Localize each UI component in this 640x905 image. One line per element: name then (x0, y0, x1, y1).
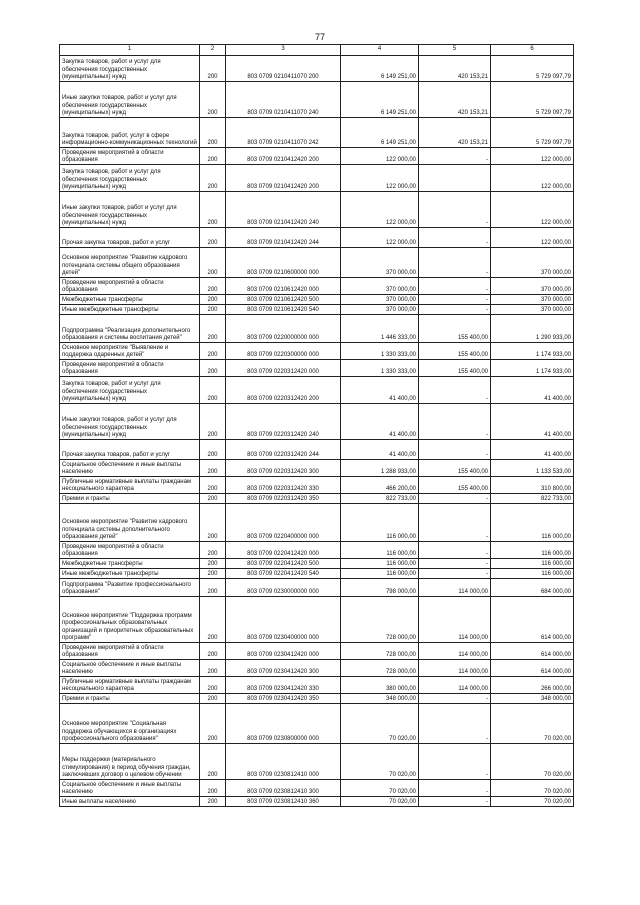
row-remaining-cell: 5 729 097,79 (491, 56, 574, 82)
row-approved-cell: 70 020,00 (341, 780, 419, 797)
row-approved-cell: 122 000,00 (341, 228, 419, 248)
row-approved-cell: 370 000,00 (341, 278, 419, 295)
row-approved-cell: 370 000,00 (341, 248, 419, 278)
row-name-cell: Закупка товаров, работ и услуг для обеспечения государственных (муниципальных) нужд (60, 377, 200, 404)
row-code-cell: 200 (200, 295, 226, 305)
row-remaining-cell: 614 000,00 (491, 597, 574, 643)
row-classification-cell: 803 0709 0210600000 000 (226, 248, 341, 278)
row-name-cell: Закупка товаров, работ, услуг в сфере информационно-коммуникационных технологий (60, 118, 200, 148)
row-name-cell: Проведение мероприятий в области образования (60, 542, 200, 559)
row-name-cell: Социальное обеспечение и иные выплаты населению (60, 780, 200, 797)
row-code-cell: 200 (200, 559, 226, 569)
row-name-cell: Подпрограмма "Развитие профессионального образования" (60, 579, 200, 597)
row-remaining-cell: 70 020,00 (491, 744, 574, 780)
row-remaining-cell: 70 020,00 (491, 797, 574, 807)
table-row (60, 643, 574, 660)
row-executed-cell: - (419, 295, 491, 305)
row-executed-cell: - (419, 377, 491, 404)
column-header: 6 (491, 45, 574, 56)
row-name-cell: Проведение мероприятий в области образования (60, 643, 200, 660)
table-row (60, 248, 574, 278)
row-approved-cell: 380 000,00 (341, 677, 419, 694)
row-executed-cell: 114 000,00 (419, 597, 491, 643)
table-row (60, 404, 574, 440)
table-row (60, 377, 574, 404)
row-executed-cell: - (419, 780, 491, 797)
table-row (60, 494, 574, 504)
table-row (60, 165, 574, 192)
row-approved-cell: 122 000,00 (341, 148, 419, 165)
row-executed-cell: - (419, 228, 491, 248)
header-row (60, 45, 574, 56)
row-remaining-cell: 370 000,00 (491, 295, 574, 305)
row-name-cell: Основное мероприятие "Социальная поддержка обучающихся в организациях профессионального образования" (60, 704, 200, 744)
row-remaining-cell: 116 000,00 (491, 559, 574, 569)
column-header: 1 (60, 45, 200, 56)
row-name-cell: Премии и гранты (60, 494, 200, 504)
row-classification-cell: 803 0709 0220400000 000 (226, 504, 341, 542)
row-remaining-cell: 1 174 933,00 (491, 360, 574, 377)
row-classification-cell: 803 0709 0210411070 242 (226, 118, 341, 148)
table-row (60, 343, 574, 360)
row-approved-cell: 822 733,00 (341, 494, 419, 504)
row-remaining-cell: 116 000,00 (491, 542, 574, 559)
row-remaining-cell: 370 000,00 (491, 305, 574, 315)
row-classification-cell: 803 0709 0220412420 500 (226, 559, 341, 569)
row-name-cell: Иные закупки товаров, работ и услуг для обеспечения государственных (муниципальных) нужд (60, 192, 200, 228)
row-executed-cell: 114 000,00 (419, 660, 491, 677)
row-code-cell: 200 (200, 118, 226, 148)
table-row (60, 780, 574, 797)
row-code-cell: 200 (200, 228, 226, 248)
table-row (60, 56, 574, 82)
row-name-cell: Иные закупки товаров, работ и услуг для обеспечения государственных (муниципальных) нужд (60, 82, 200, 118)
row-code-cell: 200 (200, 460, 226, 477)
row-classification-cell: 803 0709 0220412420 000 (226, 542, 341, 559)
row-name-cell: Публичные нормативные выплаты гражданам несоциального характера (60, 677, 200, 694)
row-code-cell: 200 (200, 404, 226, 440)
row-classification-cell: 803 0709 0210612420 000 (226, 278, 341, 295)
row-classification-cell: 803 0709 0230812410 360 (226, 797, 341, 807)
row-name-cell: Основное мероприятие "Выявление и поддержка одаренных детей" (60, 343, 200, 360)
row-remaining-cell: 70 020,00 (491, 780, 574, 797)
row-name-cell: Социальное обеспечение и иные выплаты населению (60, 660, 200, 677)
row-name-cell: Иные межбюджетные трансферты (60, 305, 200, 315)
row-name-cell: Премии и гранты (60, 694, 200, 704)
row-name-cell: Проведение мероприятий в области образования (60, 148, 200, 165)
row-classification-cell: 803 0709 0230812410 000 (226, 744, 341, 780)
row-name-cell: Прочая закупка товаров, работ и услуг (60, 440, 200, 460)
row-classification-cell: 803 0709 0230400000 000 (226, 597, 341, 643)
row-name-cell: Публичные нормативные выплаты гражданам несоциального характера (60, 477, 200, 494)
row-executed-cell: 155 400,00 (419, 460, 491, 477)
table-row (60, 315, 574, 343)
table-row (60, 192, 574, 228)
row-approved-cell: 1 330 333,00 (341, 343, 419, 360)
row-name-cell: Проведение мероприятий в области образования (60, 278, 200, 295)
row-name-cell: Прочая закупка товаров, работ и услуг (60, 228, 200, 248)
row-classification-cell: 803 0709 0220000000 000 (226, 315, 341, 343)
row-code-cell: 200 (200, 780, 226, 797)
row-name-cell: Иные межбюджетные трансферты (60, 569, 200, 579)
row-remaining-cell: 41 400,00 (491, 377, 574, 404)
table-row (60, 542, 574, 559)
row-approved-cell: 116 000,00 (341, 542, 419, 559)
table-row (60, 704, 574, 744)
row-approved-cell: 1 288 933,00 (341, 460, 419, 477)
table-row (60, 559, 574, 569)
row-code-cell: 200 (200, 278, 226, 295)
row-classification-cell: 803 0709 0220312420 200 (226, 377, 341, 404)
row-code-cell: 200 (200, 797, 226, 807)
row-executed-cell: - (419, 744, 491, 780)
row-name-cell: Закупка товаров, работ и услуг для обеспечения государственных (муниципальных) нужд (60, 56, 200, 82)
row-classification-cell: 803 0709 0210412420 244 (226, 228, 341, 248)
row-code-cell: 200 (200, 56, 226, 82)
row-remaining-cell: 1 290 933,00 (491, 315, 574, 343)
row-classification-cell: 803 0709 0220412420 540 (226, 569, 341, 579)
row-name-cell: Закупка товаров, работ и услуг для обеспечения государственных (муниципальных) нужд (60, 165, 200, 192)
row-executed-cell: 114 000,00 (419, 643, 491, 660)
row-executed-cell: - (419, 542, 491, 559)
row-remaining-cell: 614 000,00 (491, 643, 574, 660)
row-classification-cell: 803 0709 0210412420 200 (226, 165, 341, 192)
table-row (60, 295, 574, 305)
row-approved-cell: 6 149 251,00 (341, 118, 419, 148)
row-remaining-cell: 266 000,00 (491, 677, 574, 694)
row-classification-cell: 803 0709 0230812410 300 (226, 780, 341, 797)
row-executed-cell: 420 153,21 (419, 82, 491, 118)
row-approved-cell: 41 400,00 (341, 404, 419, 440)
column-header: 4 (341, 45, 419, 56)
row-classification-cell: 803 0709 0230412420 350 (226, 694, 341, 704)
row-approved-cell: 70 020,00 (341, 704, 419, 744)
row-approved-cell: 70 020,00 (341, 797, 419, 807)
row-code-cell: 200 (200, 305, 226, 315)
table-row (60, 660, 574, 677)
row-executed-cell: - (419, 704, 491, 744)
table-row (60, 744, 574, 780)
row-remaining-cell: 116 000,00 (491, 504, 574, 542)
table-row (60, 597, 574, 643)
row-executed-cell: - (419, 278, 491, 295)
row-code-cell: 200 (200, 165, 226, 192)
row-name-cell: Основное мероприятие "Поддержка программ профессиональных образовательных организаций и приоритетных образовательных программ" (60, 597, 200, 643)
table-row (60, 118, 574, 148)
row-remaining-cell: 41 400,00 (491, 404, 574, 440)
row-approved-cell: 370 000,00 (341, 295, 419, 305)
row-name-cell: Межбюджетные трансферты (60, 295, 200, 305)
table-row (60, 677, 574, 694)
row-code-cell: 200 (200, 677, 226, 694)
row-code-cell: 200 (200, 694, 226, 704)
table-row (60, 305, 574, 315)
row-remaining-cell: 310 800,00 (491, 477, 574, 494)
row-classification-cell: 803 0709 0210412420 240 (226, 192, 341, 228)
row-code-cell: 200 (200, 440, 226, 460)
column-header: 5 (419, 45, 491, 56)
row-executed-cell: 155 400,00 (419, 477, 491, 494)
row-classification-cell: 803 0709 0220312420 350 (226, 494, 341, 504)
row-code-cell: 200 (200, 660, 226, 677)
row-code-cell: 200 (200, 82, 226, 118)
row-code-cell: 200 (200, 192, 226, 228)
row-code-cell: 200 (200, 494, 226, 504)
row-approved-cell: 122 000,00 (341, 192, 419, 228)
row-remaining-cell: 1 174 933,00 (491, 343, 574, 360)
table-row (60, 440, 574, 460)
row-code-cell: 200 (200, 579, 226, 597)
row-approved-cell: 116 000,00 (341, 559, 419, 569)
row-code-cell: 200 (200, 360, 226, 377)
row-remaining-cell: 122 000,00 (491, 192, 574, 228)
row-approved-cell: 70 020,00 (341, 744, 419, 780)
row-executed-cell: - (419, 148, 491, 165)
row-executed-cell: - (419, 694, 491, 704)
row-executed-cell: 420 153,21 (419, 118, 491, 148)
row-approved-cell: 466 200,00 (341, 477, 419, 494)
row-approved-cell: 122 000,00 (341, 165, 419, 192)
row-executed-cell: 420 153,21 (419, 56, 491, 82)
row-classification-cell: 803 0709 0220300000 000 (226, 343, 341, 360)
row-approved-cell: 728 000,00 (341, 643, 419, 660)
row-approved-cell: 116 000,00 (341, 569, 419, 579)
row-executed-cell: - (419, 797, 491, 807)
row-executed-cell: 155 400,00 (419, 315, 491, 343)
row-name-cell: Подпрограмма "Реализация дополнительного образования и системы воспитания детей" (60, 315, 200, 343)
row-remaining-cell: 122 000,00 (491, 148, 574, 165)
row-executed-cell: - (419, 404, 491, 440)
page-number: 77 (314, 32, 325, 42)
row-remaining-cell: 41 400,00 (491, 440, 574, 460)
table-row (60, 148, 574, 165)
row-executed-cell (419, 165, 491, 192)
table-row (60, 504, 574, 542)
row-executed-cell: - (419, 248, 491, 278)
row-classification-cell: 803 0709 0210412420 200 (226, 148, 341, 165)
row-name-cell: Проведение мероприятий в области образования (60, 360, 200, 377)
row-code-cell: 200 (200, 148, 226, 165)
row-code-cell: 200 (200, 477, 226, 494)
row-remaining-cell: 370 000,00 (491, 278, 574, 295)
table-row (60, 477, 574, 494)
row-approved-cell: 1 330 333,00 (341, 360, 419, 377)
row-code-cell: 200 (200, 597, 226, 643)
table-row (60, 569, 574, 579)
row-remaining-cell: 1 133 533,00 (491, 460, 574, 477)
row-code-cell: 200 (200, 704, 226, 744)
row-approved-cell: 6 149 251,00 (341, 82, 419, 118)
row-remaining-cell: 370 000,00 (491, 248, 574, 278)
row-code-cell: 200 (200, 542, 226, 559)
row-approved-cell: 41 400,00 (341, 377, 419, 404)
row-executed-cell: 114 000,00 (419, 677, 491, 694)
row-classification-cell: 803 0709 0230000000 000 (226, 579, 341, 597)
row-classification-cell: 803 0709 0230800000 000 (226, 704, 341, 744)
row-classification-cell: 803 0709 0230412420 330 (226, 677, 341, 694)
table-row (60, 228, 574, 248)
row-executed-cell: 114 000,00 (419, 579, 491, 597)
row-classification-cell: 803 0709 0220312420 244 (226, 440, 341, 460)
row-code-cell: 200 (200, 248, 226, 278)
row-remaining-cell: 822 733,00 (491, 494, 574, 504)
row-code-cell: 200 (200, 315, 226, 343)
row-approved-cell: 798 000,00 (341, 579, 419, 597)
row-name-cell: Меры поддержки (материального стимулирования) в период обучения граждан, заключивших договор о целевом обучении (60, 744, 200, 780)
row-name-cell: Межбюджетные трансферты (60, 559, 200, 569)
row-code-cell: 200 (200, 643, 226, 660)
row-remaining-cell: 5 729 097,79 (491, 118, 574, 148)
row-classification-cell: 803 0709 0230412420 300 (226, 660, 341, 677)
row-name-cell: Иные закупки товаров, работ и услуг для обеспечения государственных (муниципальных) нужд (60, 404, 200, 440)
row-classification-cell: 803 0709 0210612420 500 (226, 295, 341, 305)
row-classification-cell: 803 0709 0230412420 000 (226, 643, 341, 660)
row-executed-cell: - (419, 192, 491, 228)
column-header: 3 (226, 45, 341, 56)
row-classification-cell: 803 0709 0220312420 000 (226, 360, 341, 377)
row-approved-cell: 370 000,00 (341, 305, 419, 315)
row-remaining-cell: 116 000,00 (491, 569, 574, 579)
table-row (60, 460, 574, 477)
row-classification-cell: 803 0709 0210411070 200 (226, 56, 341, 82)
row-code-cell: 200 (200, 343, 226, 360)
row-name-cell: Основное мероприятие "Развитие кадрового потенциала системы общего образования детей" (60, 248, 200, 278)
table-row (60, 694, 574, 704)
row-executed-cell: 155 400,00 (419, 343, 491, 360)
row-classification-cell: 803 0709 0220312420 330 (226, 477, 341, 494)
row-executed-cell: - (419, 504, 491, 542)
row-classification-cell: 803 0709 0210612420 540 (226, 305, 341, 315)
table-row (60, 579, 574, 597)
row-executed-cell: - (419, 494, 491, 504)
row-approved-cell: 6 149 251,00 (341, 56, 419, 82)
row-remaining-cell: 348 000,00 (491, 694, 574, 704)
row-approved-cell: 1 446 333,00 (341, 315, 419, 343)
table-row (60, 278, 574, 295)
row-approved-cell: 728 000,00 (341, 660, 419, 677)
row-executed-cell: - (419, 440, 491, 460)
row-name-cell: Основное мероприятие "Развитие кадрового потенциала системы дополнительного образования детей" (60, 504, 200, 542)
row-approved-cell: 116 000,00 (341, 504, 419, 542)
row-code-cell: 200 (200, 504, 226, 542)
row-remaining-cell: 122 000,00 (491, 228, 574, 248)
row-approved-cell: 348 000,00 (341, 694, 419, 704)
row-approved-cell: 41 400,00 (341, 440, 419, 460)
row-remaining-cell: 70 020,00 (491, 704, 574, 744)
row-executed-cell: - (419, 305, 491, 315)
row-remaining-cell: 684 000,00 (491, 579, 574, 597)
row-executed-cell: - (419, 559, 491, 569)
row-approved-cell: 728 000,00 (341, 597, 419, 643)
row-executed-cell: 155 400,00 (419, 360, 491, 377)
row-code-cell: 200 (200, 569, 226, 579)
table-row (60, 82, 574, 118)
row-remaining-cell: 614 000,00 (491, 660, 574, 677)
table-row (60, 360, 574, 377)
row-classification-cell: 803 0709 0220312420 300 (226, 460, 341, 477)
row-code-cell: 200 (200, 377, 226, 404)
budget-table (59, 44, 574, 807)
row-executed-cell: - (419, 569, 491, 579)
row-classification-cell: 803 0709 0220312420 240 (226, 404, 341, 440)
row-remaining-cell: 5 729 097,79 (491, 82, 574, 118)
row-code-cell: 200 (200, 744, 226, 780)
table-row (60, 797, 574, 807)
row-name-cell: Социальное обеспечение и иные выплаты населению (60, 460, 200, 477)
row-name-cell: Иные выплаты населению (60, 797, 200, 807)
row-remaining-cell: 122 000,00 (491, 165, 574, 192)
column-header: 2 (200, 45, 226, 56)
row-classification-cell: 803 0709 0210411070 240 (226, 82, 341, 118)
